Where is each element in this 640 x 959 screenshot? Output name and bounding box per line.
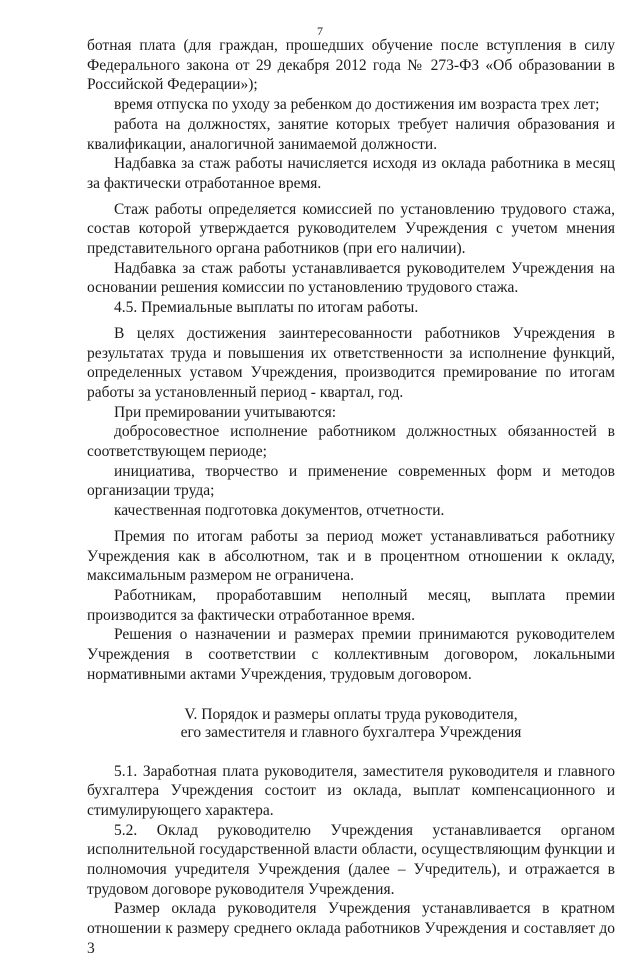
paragraph: Премия по итогам работы за период может устанавливаться работнику Учреждения как в абсолютном, так и в процентном отношении к окладу, максимальным размером не ограничена. bbox=[87, 527, 615, 585]
page-number: 7 bbox=[317, 24, 323, 38]
document-body bbox=[87, 36, 615, 959]
paragraph: ботная плата (для граждан, прошедших обучение после вступления в силу Федерального закона от 29 декабря 2012 года № 273-ФЗ «Об образовании в Российской Федерации»); bbox=[87, 37, 615, 94]
paragraph: инициатива, творчество и применение современных форм и методов организации труда; bbox=[87, 462, 615, 500]
paragraph: время отпуска по уходу за ребенком до достижения им возраста трех лет; bbox=[114, 96, 600, 114]
paragraph: Размер оклада руководителя Учреждения устанавливается в кратном отношении к размеру среднего оклада работников Учреждения и составляет до 3 bbox=[87, 900, 615, 957]
paragraph: работа на должностях, занятие которых требует наличия образования и квалификации, аналогичной занимаемой должности. bbox=[87, 115, 615, 153]
paragraph: В целях достижения заинтересованности работников Учреждения в результатах труда и повышения их ответственности за исполнение функций, определенных уставом Учреждения, производится премирование по итогам работы за установленный период - квартал, год. bbox=[87, 324, 615, 401]
paragraph: 5.1. Заработная плата руководителя, заместителя руководителя и главного бухгалтера Учреждения состоит из оклада, выплат компенсационного и стимулирующего характера. bbox=[87, 762, 615, 819]
paragraph: 5.2. Оклад руководителю Учреждения устанавливается органом исполнительной государственной власти области, осуществляющим функции и полномочия учредителя Учреждения (далее – Учредитель), и отражается в трудовом договоре руководителя Учреждения. bbox=[87, 821, 615, 898]
section-heading-line-2: его заместителя и главного бухгалтера Учреждения bbox=[180, 723, 522, 741]
paragraph: качественная подготовка документов, отчетности. bbox=[114, 502, 445, 520]
paragraph: добросовестное исполнение работником должностных обязанностей в соответствующем периоде; bbox=[87, 423, 615, 461]
paragraph: Решения о назначении и размерах премии принимаются руководителем Учреждения в соответствии с коллективным договором, локальными нормативными актами Учреждения, трудовым договором. bbox=[87, 626, 615, 683]
paragraph: При премировании учитываются: bbox=[114, 403, 337, 421]
paragraph: 4.5. Премиальные выплаты по итогам работы. bbox=[114, 299, 419, 317]
section-heading bbox=[87, 706, 615, 742]
paragraph: Надбавка за стаж работы устанавливается руководителем Учреждения на основании решения комиссии по установлению трудового стажа. bbox=[87, 259, 615, 297]
paragraph: Работникам, проработавшим неполный месяц, выплата премии производится за фактически отработанное время. bbox=[87, 586, 615, 624]
paragraph: Надбавка за стаж работы начисляется исходя из оклада работника в месяц за фактически отработанное время. bbox=[87, 155, 615, 192]
paragraph: Стаж работы определяется комиссией по установлению трудового стажа, состав которой утверждается руководителем Учреждения с учетом мнения представительного органа работников (при его наличии). bbox=[87, 200, 615, 258]
section-heading-line-1: V. Порядок и размеры оплаты труда руководителя, bbox=[184, 705, 518, 723]
